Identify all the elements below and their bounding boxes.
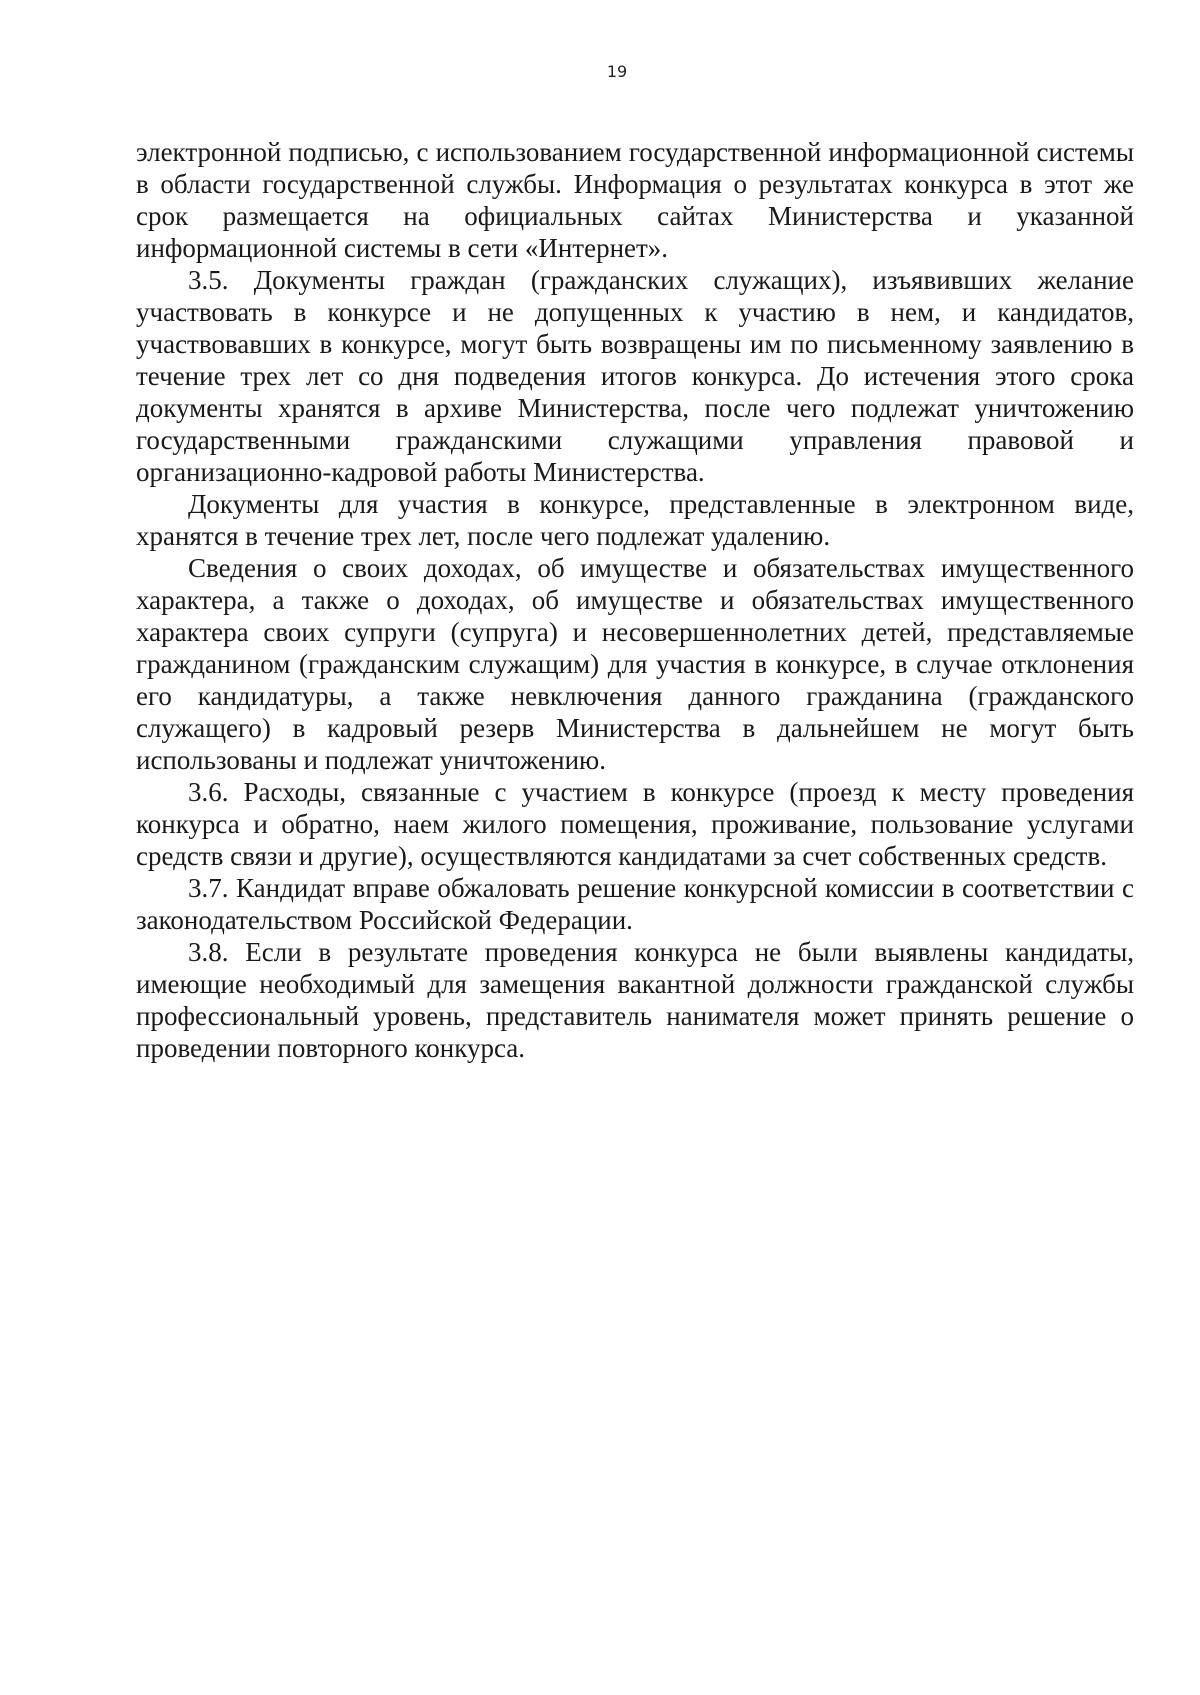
paragraph-income-information: Сведения о своих доходах, об имуществе и обязательствах имущественного характера, а также о доходах, об имуществе и обязательствах имущественного характера своих супруги (супруга) и несовершеннолетних детей, представляемые гражданином (гражданским служащим) для участия в конкурсе, в случае отклонения его кандидатуры, а также невключения данного гражданина (гражданского служащего) в кадровый резерв Министерства в дальнейшем не могут быть использованы и подлежат уничтожению. <box>136 553 1134 775</box>
paragraph-3-8: 3.8. Если в результате проведения конкурса не были выявлены кандидаты, имеющие необходимый для замещения вакантной должности гражданской службы профессиональный уровень, представитель нанимателя может принять решение о проведении повторного конкурса. <box>136 937 1134 1063</box>
page-number: 19 <box>606 62 628 81</box>
paragraph-continuation: электронной подписью, с использованием государственной информационной системы в области государственной службы. Информация о результатах конкурса в этот же срок размещается на официальных сайтах Министерства и указанной информационной системы в сети «Интернет». <box>136 137 1134 263</box>
paragraph-3-7: 3.7. Кандидат вправе обжаловать решение конкурсной комиссии в соответствии с законодательством Российской Федерации. <box>136 873 1134 935</box>
document-body <box>136 136 1134 1064</box>
paragraph-3-6: 3.6. Расходы, связанные с участием в конкурсе (проезд к месту проведения конкурса и обратно, наем жилого помещения, проживание, пользование услугами средств связи и другие), осуществляются кандидатами за счет собственных средств. <box>136 777 1134 871</box>
paragraph-3-5: 3.5. Документы граждан (гражданских служащих), изъявивших желание участвовать в конкурсе и не допущенных к участию в нем, и кандидатов, участвовавших в конкурсе, могут быть возвращены им по письменному заявлению в течение трех лет со дня подведения итогов конкурса. До истечения этого срока документы хранятся в архиве Министерства, после чего подлежат уничтожению государственными гражданскими служащими управления правовой и организационно-кадровой работы Министерства. <box>136 265 1134 487</box>
paragraph-electronic-documents: Документы для участия в конкурсе, представленные в электронном виде, хранятся в течение трех лет, после чего подлежат удалению. <box>136 489 1134 551</box>
